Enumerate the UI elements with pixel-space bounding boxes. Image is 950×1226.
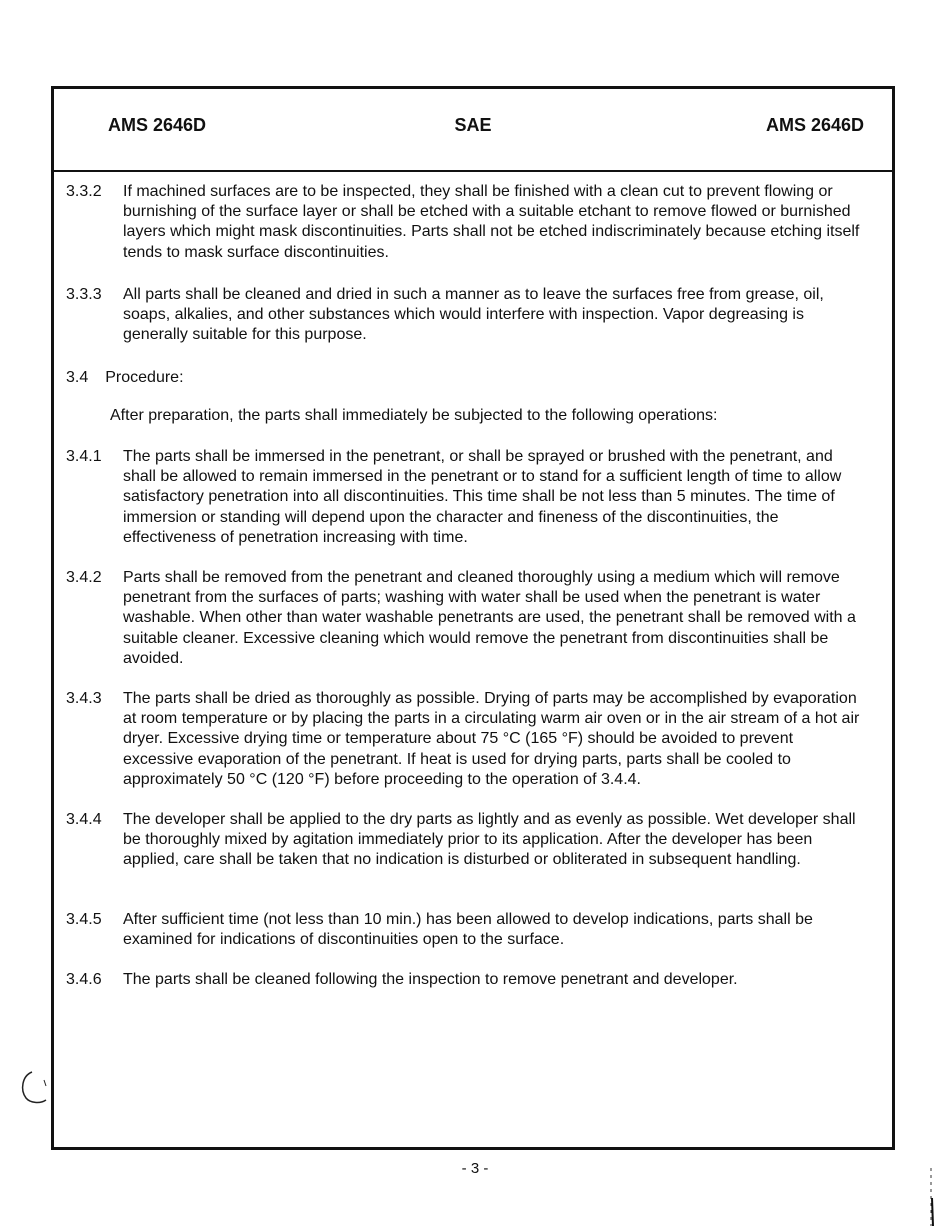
scan-artifact-edge bbox=[928, 1168, 942, 1226]
procedure-item-number: 3.4.2 bbox=[66, 569, 102, 586]
page-frame bbox=[51, 86, 895, 1150]
procedure-item-3-4-3 bbox=[66, 689, 866, 790]
paragraph-text: All parts shall be cleaned and dried in such a manner as to leave the surfaces free from grease, oil, soaps, alkalies, and other substances which would interfere with inspection. Vapor degreasing is generally suitable for this purpose. bbox=[123, 286, 824, 344]
procedure-item-number: 3.4.6 bbox=[66, 971, 102, 988]
procedure-item-3-4-6 bbox=[66, 970, 866, 990]
procedure-item-text: The parts shall be cleaned following the inspection to remove penetrant and developer. bbox=[123, 971, 738, 988]
document-header bbox=[54, 89, 892, 172]
page-number: - 3 - bbox=[461, 1160, 489, 1177]
paragraph-number: 3.3.2 bbox=[66, 183, 102, 200]
procedure-item-3-4-5 bbox=[66, 910, 866, 950]
paragraph-3-3-2 bbox=[66, 182, 866, 263]
procedure-item-3-4-2 bbox=[66, 568, 866, 669]
section-number: 3.4 bbox=[66, 369, 89, 386]
procedure-item-number: 3.4.5 bbox=[66, 911, 102, 928]
procedure-item-text: The parts shall be immersed in the penetrant, or shall be sprayed or brushed with the penetrant, and shall be allowed to remain immersed in the penetrant or to stand for a sufficient length of time to allow satisfactory penetration into all discontinuities. This time shall be not less than 5 minutes. The time of immersion or standing will depend upon the character and fineness of the discontinuities, the effectiveness of penetration increasing with time. bbox=[123, 448, 842, 546]
section-intro: After preparation, the parts shall immediately be subjected to the following operations: bbox=[110, 407, 718, 424]
procedure-item-text: Parts shall be removed from the penetrant and cleaned thoroughly using a medium which will remove penetrant from the surfaces of parts; washing with water shall be used when the penetrant is water washable. When other than water washable penetrants are used, the penetrant shall be removed with a suitable cleaner. Excessive cleaning which would remove the penetrant from discontinuities shall be avoided. bbox=[123, 569, 856, 667]
procedure-item-number: 3.4.4 bbox=[66, 811, 102, 828]
paragraph-number: 3.3.3 bbox=[66, 286, 102, 303]
header-doc-id-left: AMS 2646D bbox=[108, 115, 207, 135]
paragraph-3-3-3 bbox=[66, 285, 866, 346]
section-title: Procedure: bbox=[105, 369, 184, 386]
section-heading-3-4 bbox=[66, 368, 184, 388]
paragraph-text: If machined surfaces are to be inspected, they shall be finished with a clean cut to prevent flowing or burnishing of the surface layer or shall be etched with a suitable etchant to remove flowed or burnished layers which might mask discontinuities. Parts shall not be etched indiscriminately because etching itself tends to mask surface discontinuities. bbox=[123, 183, 860, 261]
scan-artifact-mark bbox=[18, 1068, 48, 1108]
procedure-item-3-4-4 bbox=[66, 810, 866, 871]
procedure-item-number: 3.4.1 bbox=[66, 448, 102, 465]
procedure-item-text: The parts shall be dried as thoroughly as possible. Drying of parts may be accomplished by evaporation at room temperature or by placing the parts in a circulating warm air oven or in the air stream of a hot air dryer. Excessive drying time or temperature about 75 °C (165 °F) should be avoided to prevent excessive evaporation of the penetrant. If heat is used for drying parts, parts shall be cooled to approximately 50 °C (120 °F) before proceeding to the operation of 3.4.4. bbox=[123, 690, 860, 788]
procedure-item-text: After sufficient time (not less than 10 min.) has been allowed to develop indications, parts shall be examined for indications of discontinuities open to the surface. bbox=[123, 911, 813, 949]
header-org: SAE bbox=[454, 115, 492, 135]
procedure-item-text: The developer shall be applied to the dry parts as lightly and as evenly as possible. Wet developer shall be thoroughly mixed by agitation immediately prior to its application. After the developer has been applied, care shall be taken that no indication is disturbed or obliterated in subsequent handling. bbox=[123, 811, 856, 869]
procedure-item-number: 3.4.3 bbox=[66, 690, 102, 707]
procedure-item-3-4-1 bbox=[66, 447, 866, 548]
header-doc-id-right: AMS 2646D bbox=[765, 115, 864, 135]
